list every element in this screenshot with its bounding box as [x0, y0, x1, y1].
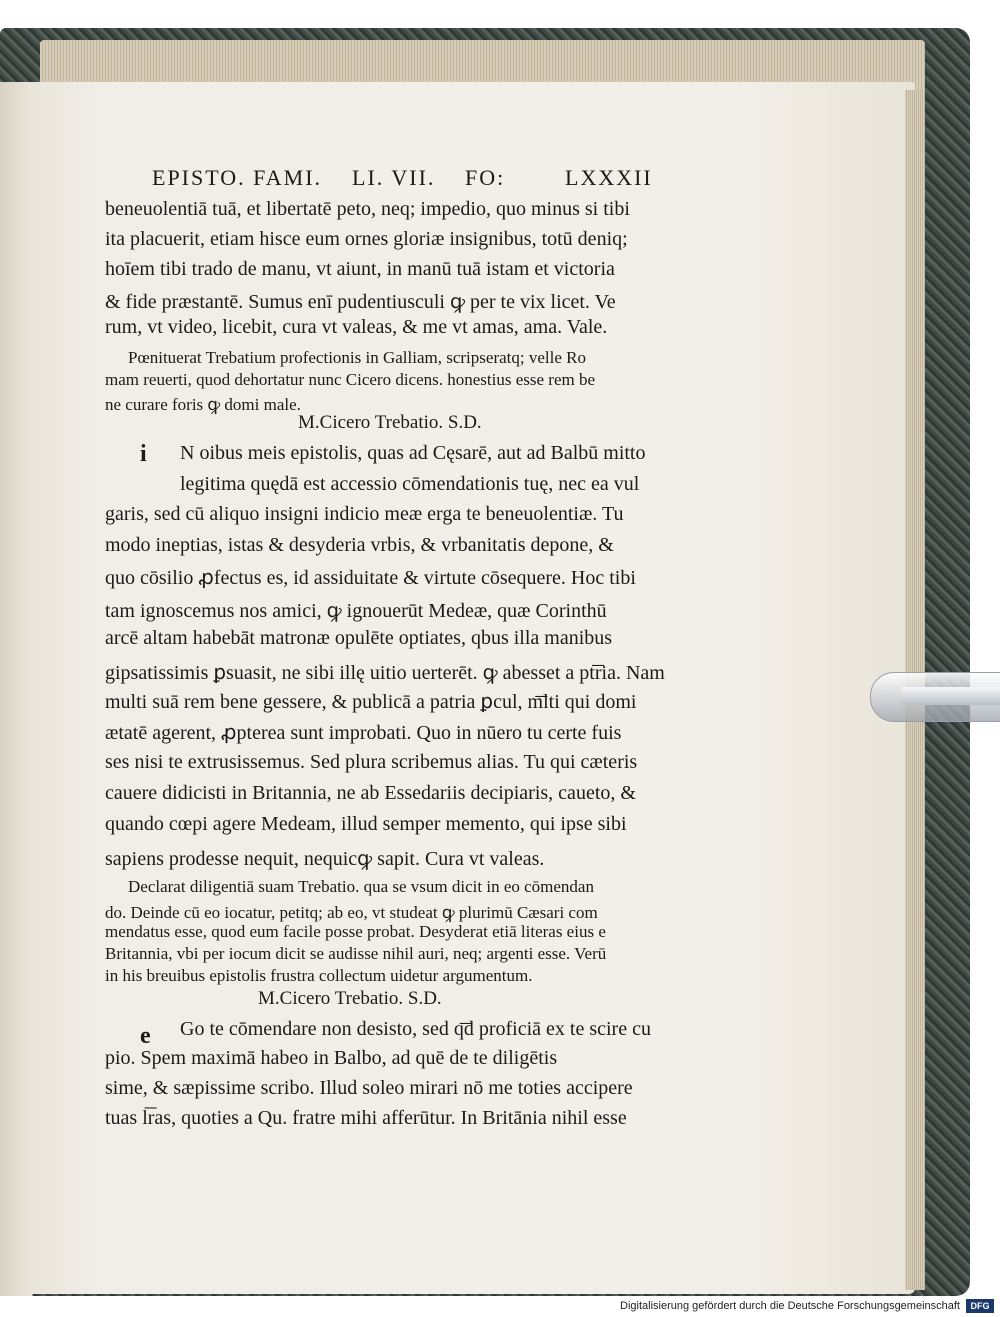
text-line: quo cōsilio ꝓfectus es, id assiduitate & virtute cōsequere. Hoc tibi [105, 567, 636, 589]
running-head: EPISTO. FAMI. [152, 165, 323, 190]
digitization-credit: Digitalisierung gefördert durch die Deutsche Forschungsgemeinschaft [620, 1300, 960, 1312]
folio-label: FO: [465, 165, 506, 190]
text-line: ses nisi te extrusissemus. Sed plura scribemus alias. Tu qui cæteris [105, 751, 638, 773]
summary-line: mendatus esse, quod eum facile posse probat. Desyderat etiā literas eius e [105, 922, 606, 941]
clip-bar [901, 687, 1000, 705]
text-line: arcē altam habebāt matronæ opulēte optiates, qbus illa manibus [105, 627, 613, 649]
book-number: LI. VII. [352, 165, 436, 190]
text-line: modo ineptias, istas & desyderia vrbis, & vrbanitatis depone, & [105, 534, 614, 556]
folio-number: LXXXII [565, 165, 653, 190]
summary-line: Declarat diligentiā suam Trebatio. qua se vsum dicit in eo cōmendan [128, 877, 594, 896]
text-line: gipsatissimis ꝑsuasit, ne sibi illę uitio uerterēt. ꝙ abesset a pt͞ria. Nam [105, 662, 665, 684]
text-line: quando cœpi agere Medeam, illud semper memento, qui ipse sibi [105, 813, 627, 835]
summary-line: do. Deinde cū eo iocatur, petitq; ab eo, vt studeat ꝙ plurimū Cæsari com [105, 903, 598, 922]
text-line: beneuolentiā tuā, et libertatē peto, neq; impedio, quo minus si tibi [105, 198, 630, 220]
text-line: legitima quędā est accessio cōmendationis tuę, nec ea vul [180, 473, 640, 495]
letter-title: M.Cicero Trebatio. S.D. [258, 988, 442, 1009]
text-line: Go te cōmendare non desisto, sed q͞d proficiā ex te scire cu [180, 1018, 651, 1040]
summary-line: Britannia, vbi per iocum dicit se audisse nihil auri, neq; argenti esse. Verū [105, 944, 607, 963]
text-line: sapiens prodesse nequit, nequicꝙ sapit. Cura vt valeas. [105, 848, 545, 870]
text-line: & fide præstantē. Sumus enī pudentiusculi ꝙ per te vix licet. Ve [105, 291, 616, 313]
text-line: multi suā rem bene gessere, & publicā a patria ꝑcul, m͞lti qui domi [105, 691, 637, 713]
text-line: pio. Spem maximā habeo in Balbo, ad quē de te diligētis [105, 1047, 558, 1069]
letter-title: M.Cicero Trebatio. S.D. [298, 412, 482, 433]
summary-line: in his breuibus epistolis frustra collectum uidetur argumentum. [105, 966, 533, 985]
initial-placeholder: e [140, 1023, 151, 1049]
page-clip [870, 672, 1000, 722]
text-line: hoīem tibi trado de manu, vt aiunt, in manū tuā istam et victoria [105, 258, 615, 280]
summary-line: mam reuerti, quod dehortatur nunc Cicero dicens. honestius esse rem be [105, 370, 596, 389]
summary-line: Pœnituerat Trebatium profectionis in Galliam, scripseratq; velle Ro [128, 348, 586, 367]
text-line: cauere didicisti in Britannia, ne ab Essedariis decipiaris, caueto, & [105, 782, 636, 804]
text-line: ita placuerit, etiam hisce eum ornes gloriæ insignibus, totū deniq; [105, 228, 628, 250]
footer-bar [0, 1296, 1000, 1317]
text-line: ætatē agerent, ꝓpterea sunt improbati. Quo in nūero tu certe fuis [105, 722, 622, 744]
left-page-edge [0, 82, 33, 1296]
text-line: tuas l͞ras, quoties a Qu. fratre mihi afferūtur. In Britānia nihil esse [105, 1107, 627, 1129]
summary-line: ne curare foris ꝙ domi male. [105, 395, 301, 414]
text-line: garis, sed cū aliquo insigni indicio meæ erga te beneuolentiæ. Tu [105, 503, 624, 525]
text-line: rum, vt video, licebit, cura vt valeas, & me vt amas, ama. Vale. [105, 316, 608, 338]
text-line: tam ignoscemus nos amici, ꝙ ignouerūt Medeæ, quæ Corinthū [105, 600, 607, 622]
text-line: sime, & sæpissime scribo. Illud soleo mirari nō me toties accipere [105, 1077, 633, 1099]
initial-placeholder: i [140, 441, 147, 467]
dfg-logo: DFG [966, 1299, 994, 1313]
text-line: N oibus meis epistolis, quas ad Cęsarē, aut ad Balbū mitto [180, 442, 646, 464]
